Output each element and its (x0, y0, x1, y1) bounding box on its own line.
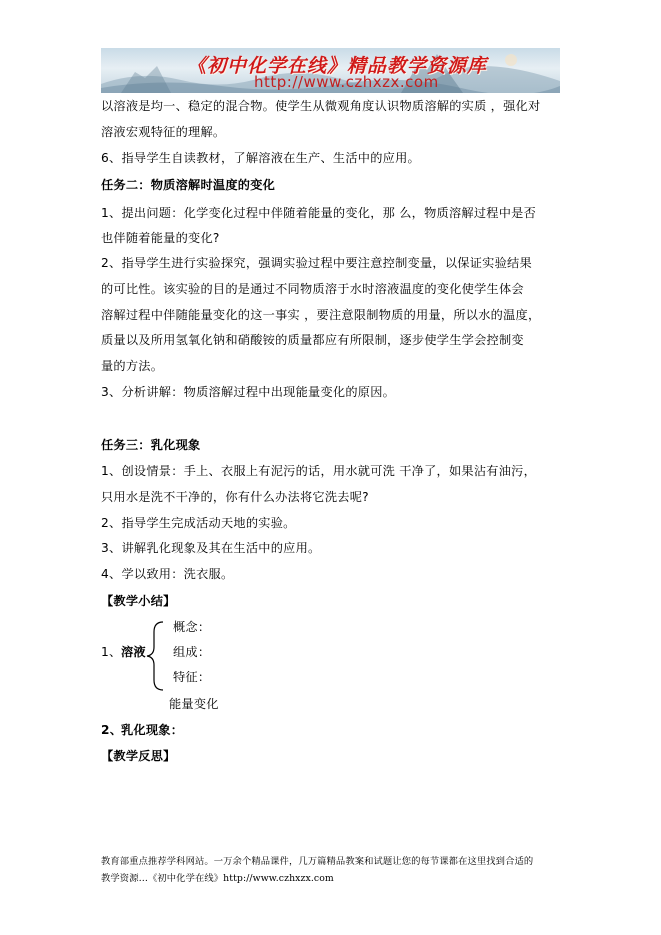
list-item: 溶解过程中伴随能量变化的这一事实 ，要注意限制物质的用量，所以水的温度， (101, 308, 541, 322)
paragraph-line: 以溶液是均一、稳定的混合物。使学生从微观角度认识物质溶解的实质 ，强化对 (101, 99, 541, 113)
footer-line: 教育部重点推荐学科网站。一万余个精品课件，几万篇精品教案和试题让您的每节课都在这里找到合适的 (101, 856, 534, 867)
summary-subitem-composition: 组成： (173, 645, 211, 659)
summary-subitem-energy: 能量变化 (169, 697, 219, 711)
summary-subitem-features: 特征： (173, 670, 211, 684)
brace-icon (143, 621, 167, 691)
list-item: 1、提出问题：化学变化过程中伴随着能量的变化，那 么，物质溶解过程中是否 (101, 206, 537, 220)
summary-item-number: 1、 (101, 645, 122, 659)
list-item: 只用水是洗不干净的，你有什么办法将它洗去呢? (101, 490, 369, 504)
banner-url[interactable]: http://www.czhxzx.com (254, 73, 439, 91)
footer-line: 教学资源…《初中化学在线》http://www.czhxzx.com (101, 873, 334, 884)
summary-item-number: 2、 (101, 723, 123, 737)
list-item: 2、指导学生完成活动天地的实验。 (101, 516, 296, 530)
summary-subitem-concept: 概念： (173, 620, 211, 634)
list-item: 也伴随着能量的变化? (101, 231, 220, 245)
summary-item-title: 溶液 (121, 645, 146, 659)
list-item: 1、创设情景：手上、衣服上有泥污的话，用水就可洗 干净了，如果沾有油污， (101, 464, 537, 478)
list-item: 质量以及所用氢氧化钠和硝酸铵的质量都应有所限制，逐步使学生学会控制变 (101, 333, 524, 347)
section-heading: 任务三：乳化现象 (101, 438, 201, 452)
section-heading: 【教学小结】 (101, 594, 176, 608)
section-heading: 任务二：物质溶解时温度的变化 (101, 178, 276, 192)
list-item: 4、学以致用：洗衣服。 (101, 567, 234, 581)
list-item: 3、分析讲解：物质溶解过程中出现能量变化的原因。 (101, 385, 396, 399)
list-item: 3、讲解乳化现象及其在生活中的应用。 (101, 541, 321, 555)
paragraph-line: 溶液宏观特征的理解。 (101, 125, 226, 139)
summary-item-title: 乳化现象： (121, 723, 184, 737)
banner-title: 《初中化学在线》精品教学资源库 (187, 55, 488, 77)
list-item: 量的方法。 (101, 359, 164, 373)
list-item: 的可比性。该实验的目的是通过不同物质溶于水时溶液温度的变化使学生体会 (101, 282, 524, 296)
section-heading: 【教学反思】 (101, 749, 176, 763)
list-item: 6、指导学生自读教材，了解溶液在生产、生活中的应用。 (101, 151, 420, 165)
header-banner (101, 48, 560, 93)
list-item: 2、指导学生进行实验探究，强调实验过程中要注意控制变量，以保证实验结果 (101, 256, 532, 270)
